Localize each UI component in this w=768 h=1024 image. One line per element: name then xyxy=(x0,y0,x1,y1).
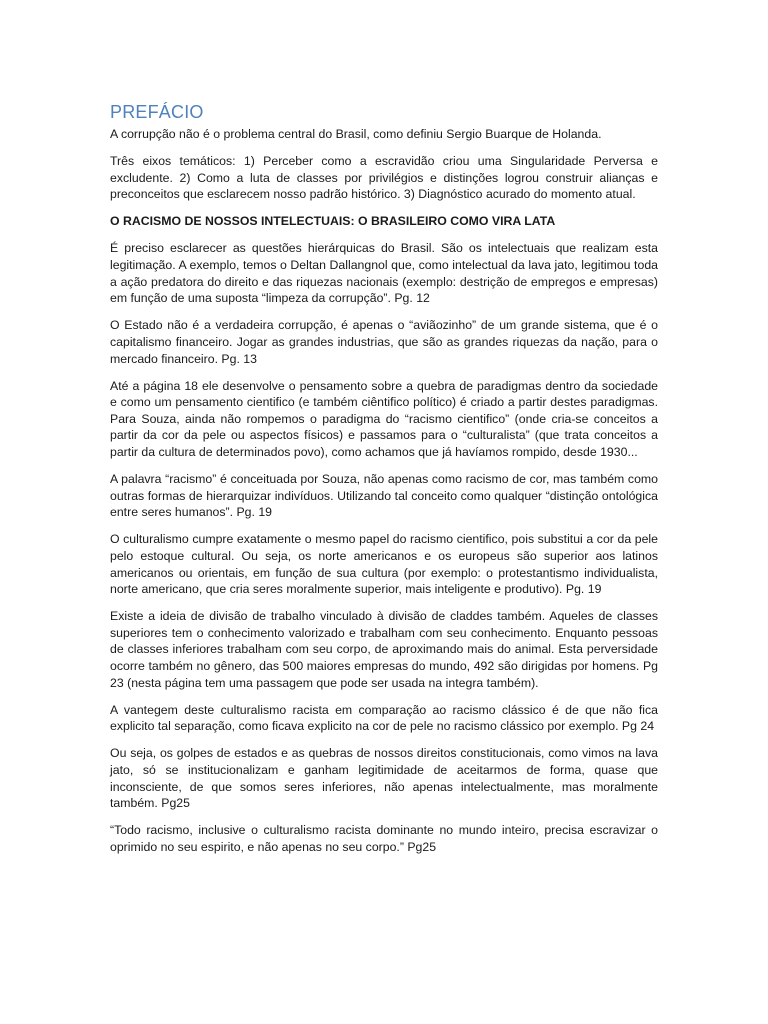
paragraph-state: O Estado não é a verdadeira corrupção, é apenas o “aviãozinho” de um grande sistema, que é o capitalismo financeiro. Jogar as grandes industrias, que são as grandes riquezas da nação, para o mercado financeiro. Pg. 13 xyxy=(110,318,658,366)
section-heading: O RACISMO DE NOSSOS INTELECTUAIS: O BRASILEIRO COMO VIRA LATA xyxy=(110,214,556,229)
paragraph-hierarchy: É preciso esclarecer as questões hierárquicas do Brasil. São os intelectuais que realizam esta legitimação. A exemplo, temos o Deltan Dallangnol que, como intelectual da lava jato, legitimou toda a ação predatora do direito e das riquezas nacionais (exemplo: destrição de empregos e empresas) em função de uma suposta “limpeza da corrupção”. Pg. 12 xyxy=(110,241,658,306)
document-title: PREFÁCIO xyxy=(110,102,204,122)
paragraph-coups: Ou seja, os golpes de estados e as quebras de nossos direitos constitucionais, como vimos na lava jato, só se institucionalizam e ganham legitimidade de aceitarmos de forma, quase que inconsciente, de que somos seres inferiores, não apenas intelectualmente, mas moralmente também. Pg25 xyxy=(110,746,658,811)
paragraph-advantage: A vantegem deste culturalismo racista em comparação ao racismo clássico é de que não fica explicito tal separação, como ficava explicito na cor de pele no racismo clássico por exemplo. Pg 24 xyxy=(110,702,658,734)
paragraph-themes: Três eixos temáticos: 1) Perceber como a escravidão criou uma Singularidade Perversa e excludente. 2) Como a luta de classes por privilégios e distinções logrou construir alianças e preconceitos que esclarecem nosso padrão histórico. 3) Diagnóstico acurado do momento atual. xyxy=(110,154,658,202)
paragraph-intro: A corrupção não é o problema central do Brasil, como definiu Sergio Buarque de Holanda. xyxy=(110,127,602,141)
paragraph-racism-word: A palavra “racismo” é conceituada por Souza, não apenas como racismo de cor, mas também como outras formas de hierarquizar indivíduos. Utilizando tal conceito como qualquer “distinção ontológica entre seres humanos”. Pg. 19 xyxy=(110,472,658,520)
paragraph-paradigms: Até a página 18 ele desenvolve o pensamento sobre a quebra de paradigmas dentro da sociedade e como um pensamento cientifico (e também ciêntifico político) é criado a partir destes paradigmas. Para Souza, ainda não rompemos o paradigma do “racismo cientifico” (onde cria-se conceitos a partir da cor da pele ou aspectos físicos) e passamos para o “culturalista” (que trata conceitos a partir da cultura de determinados povo), como achamos que já havíamos rompido, desde 1930... xyxy=(110,378,658,459)
paragraph-quote: “Todo racismo, inclusive o culturalismo racista dominante no mundo inteiro, precisa escravizar o oprimido no seu espirito, e não apenas no seu corpo.” Pg25 xyxy=(110,823,658,854)
paragraph-culturalism: O culturalismo cumpre exatamente o mesmo papel do racismo cientifico, pois substitui a cor da pele pelo estoque cultural. Ou seja, os norte americanos e os europeus são superior aos latinos americanos ou orientais, em função de sua cultura (por exemplo: o protestantismo individualista, norte americano, que cria seres moralmente superior, mais inteligente e produtivo). Pg. 19 xyxy=(110,532,658,597)
paragraph-division-of-labor: Existe a ideia de divisão de trabalho vinculado à divisão de claddes também. Aqueles de classes superiores tem o conhecimento valorizado e trabalham com seu conhecimento. Enquanto pessoas de classes inferiores trabalham com seu corpo, de aproximando mais do animal. Esta perversidade ocorre também no gênero, das 500 maiores empresas do mundo, 492 são dirigidas por homens. Pg 23 (nesta página tem uma passagem que pode ser usada na integra também). xyxy=(110,609,658,690)
document-page xyxy=(110,100,658,866)
